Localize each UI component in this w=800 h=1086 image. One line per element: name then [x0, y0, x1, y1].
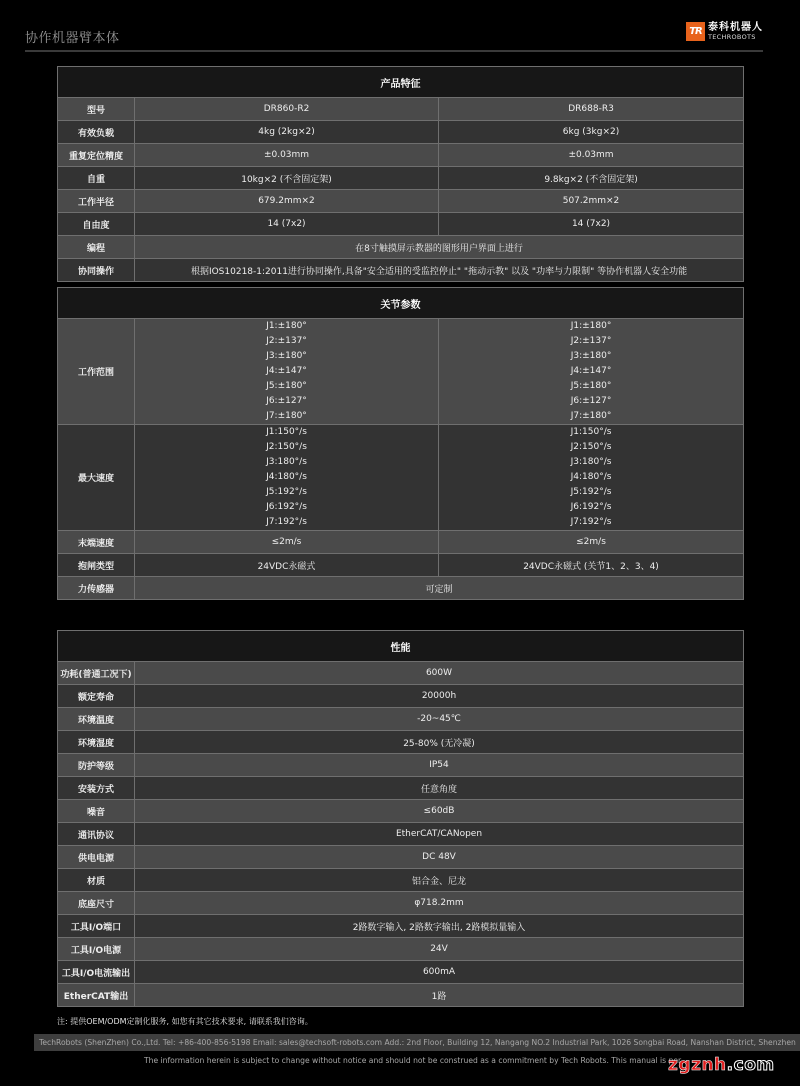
cell-value: 600W [135, 662, 744, 685]
watermark-red: zgznh [668, 1055, 727, 1075]
watermark-white: .com [726, 1055, 775, 1075]
cell-value: 507.2mm×2 [439, 190, 744, 213]
joint-value: J3:180°/s [266, 457, 307, 467]
row-label: 力传感器 [58, 577, 135, 600]
cell-value: 20000h [135, 685, 744, 708]
cell-value: 679.2mm×2 [135, 190, 439, 213]
joint-value: J3:±180° [266, 351, 307, 361]
brand-logo [686, 22, 763, 41]
cell-value: -20~45℃ [135, 708, 744, 731]
joint-value: J1:150°/s [266, 427, 307, 437]
product-features-table [57, 66, 744, 282]
table-row [58, 961, 744, 984]
row-label: 环境湿度 [58, 731, 135, 754]
table-row [58, 259, 744, 282]
footnote: 注: 提供OEM/ODM定制化服务, 如您有其它技术要求, 请联系我们咨询。 [57, 1017, 313, 1026]
row-label: 防护等级 [58, 754, 135, 777]
cell-value: 25-80% (无冷凝) [135, 731, 744, 754]
joint-value: J7:±180° [266, 411, 307, 421]
joint-value: J1:150°/s [570, 427, 612, 437]
row-label: 最大速度 [58, 425, 135, 531]
joint-value: J6:±127° [570, 396, 612, 406]
row-label: 材质 [58, 869, 135, 892]
table-row [58, 425, 744, 531]
joint-value: J2:150°/s [266, 442, 307, 452]
table-row [58, 319, 744, 425]
table-row [58, 577, 744, 600]
cell-value: 14 (7x2) [439, 213, 744, 236]
model-name: DR860-R2 [135, 98, 439, 121]
joint-value: J6:±127° [266, 396, 307, 406]
joint-value: J5:±180° [266, 381, 307, 391]
cell-value: 任意角度 [135, 777, 744, 800]
cell-value: 2路数字输入, 2路数字输出, 2路模拟量输入 [135, 915, 744, 938]
table-row [58, 846, 744, 869]
row-label: 型号 [58, 98, 135, 121]
joint-value: J3:±180° [570, 351, 612, 361]
cell-value: ±0.03mm [135, 144, 439, 167]
table-row [58, 938, 744, 961]
performance-table [57, 630, 744, 1007]
cell-value: ≤2m/s [439, 531, 744, 554]
row-label: 安装方式 [58, 777, 135, 800]
document-title: 协作机器臂本体 [25, 31, 120, 46]
joint-value: J1:±180° [266, 321, 307, 331]
page-header [25, 0, 763, 52]
row-label: 重复定位精度 [58, 144, 135, 167]
joint-value: J5:±180° [570, 381, 612, 391]
cell-value: 24V [135, 938, 744, 961]
table-row [58, 823, 744, 846]
joint-value: J4:±147° [570, 366, 612, 376]
table-row [58, 531, 744, 554]
section-title: 关节参数 [58, 288, 744, 319]
cell-value: 6kg (3kg×2) [439, 121, 744, 144]
joint-value: J2:±137° [570, 336, 612, 346]
table-row [58, 98, 744, 121]
row-label: 编程 [58, 236, 135, 259]
cell-value: 在8寸触摸屏示教器的图形用户界面上进行 [135, 236, 744, 259]
row-label: 噪音 [58, 800, 135, 823]
cell-value: 根据IOS10218-1:2011进行协同操作,具备"安全适用的受监控停止" "拖动示教" 以及 "功率与力限制" 等协作机器人安全功能 [135, 259, 744, 282]
section-title: 性能 [58, 631, 744, 662]
joint-value: J1:±180° [570, 321, 612, 331]
joint-value: J7:192°/s [570, 517, 612, 527]
row-label: 工具I/O电流输出 [58, 961, 135, 984]
joint-list [135, 319, 439, 425]
cell-value: 24VDC永磁式 (关节1、2、3、4) [439, 554, 744, 577]
table-row [58, 754, 744, 777]
table-row [58, 685, 744, 708]
joint-value: J5:192°/s [570, 487, 612, 497]
cell-value: 可定制 [135, 577, 744, 600]
model-name: DR688-R3 [439, 98, 744, 121]
table-row [58, 869, 744, 892]
row-label: 自重 [58, 167, 135, 190]
row-label: 底座尺寸 [58, 892, 135, 915]
table-row [58, 554, 744, 577]
joint-value: J2:±137° [266, 336, 307, 346]
table-row [58, 144, 744, 167]
row-label: 有效负载 [58, 121, 135, 144]
table-row [58, 731, 744, 754]
cell-value: IP54 [135, 754, 744, 777]
row-label: 供电电源 [58, 846, 135, 869]
joint-value: J4:180°/s [570, 472, 612, 482]
row-label: 末端速度 [58, 531, 135, 554]
cell-value: 24VDC永磁式 [135, 554, 439, 577]
disclaimer: The information herein is subject to change without notice and should not be construed as a commitment by Tech Robots. This manual is per [144, 1056, 682, 1065]
joint-value: J6:192°/s [266, 502, 307, 512]
cell-value: 600mA [135, 961, 744, 984]
row-label: 工作范围 [58, 319, 135, 425]
row-label: 协同操作 [58, 259, 135, 282]
cell-value: 4kg (2kg×2) [135, 121, 439, 144]
cell-value: 14 (7x2) [135, 213, 439, 236]
logo-name-en: TECHROBOTS [708, 32, 756, 41]
table-row [58, 892, 744, 915]
cell-value: 铝合金、尼龙 [135, 869, 744, 892]
joint-value: J7:±180° [570, 411, 612, 421]
row-label: 抱闸类型 [58, 554, 135, 577]
cell-value: ≤2m/s [135, 531, 439, 554]
cell-value: EtherCAT/CANopen [135, 823, 744, 846]
cell-value: 9.8kg×2 (不含固定架) [439, 167, 744, 190]
row-label: EtherCAT输出 [58, 984, 135, 1007]
row-label: 自由度 [58, 213, 135, 236]
table-row [58, 236, 744, 259]
table-row [58, 800, 744, 823]
joint-value: J6:192°/s [570, 502, 612, 512]
table-row [58, 708, 744, 731]
joint-params-table [57, 287, 744, 600]
logo-name-cn: 泰科机器人 [708, 21, 763, 33]
table-row [58, 777, 744, 800]
row-label: 工作半径 [58, 190, 135, 213]
joint-value: J4:180°/s [266, 472, 307, 482]
cell-value: 1路 [135, 984, 744, 1007]
logo-mark-icon: TR [686, 22, 705, 41]
joint-value: J2:150°/s [570, 442, 612, 452]
table-row [58, 167, 744, 190]
joint-value: J3:180°/s [570, 457, 612, 467]
cell-value: ≤60dB [135, 800, 744, 823]
cell-value: ±0.03mm [439, 144, 744, 167]
cell-value: 10kg×2 (不含固定架) [135, 167, 439, 190]
section-title: 产品特征 [58, 67, 744, 98]
joint-value: J7:192°/s [266, 517, 307, 527]
row-label: 工具I/O端口 [58, 915, 135, 938]
cell-value: φ718.2mm [135, 892, 744, 915]
row-label: 工具I/O电源 [58, 938, 135, 961]
table-row [58, 984, 744, 1007]
joint-list [135, 425, 439, 531]
joint-list [439, 425, 744, 531]
joint-value: J4:±147° [266, 366, 307, 376]
row-label: 功耗(普通工况下) [58, 662, 135, 685]
contact-bar: TechRobots (ShenZhen) Co.,Ltd. Tel: +86-400-856-5198 Email: sales@techsoft-robots.com Add.: 2nd Floor, Building 12, Nangang NO.2 Industrial Park, 1026 Songbai Road, Nanshan District, Shenzhen [34, 1034, 800, 1051]
row-label: 额定寿命 [58, 685, 135, 708]
joint-value: J5:192°/s [266, 487, 307, 497]
table-row [58, 915, 744, 938]
watermark [668, 1055, 775, 1075]
table-row [58, 662, 744, 685]
table-row [58, 121, 744, 144]
table-row [58, 190, 744, 213]
row-label: 环境温度 [58, 708, 135, 731]
cell-value: DC 48V [135, 846, 744, 869]
row-label: 通讯协议 [58, 823, 135, 846]
table-row [58, 213, 744, 236]
joint-list [439, 319, 744, 425]
